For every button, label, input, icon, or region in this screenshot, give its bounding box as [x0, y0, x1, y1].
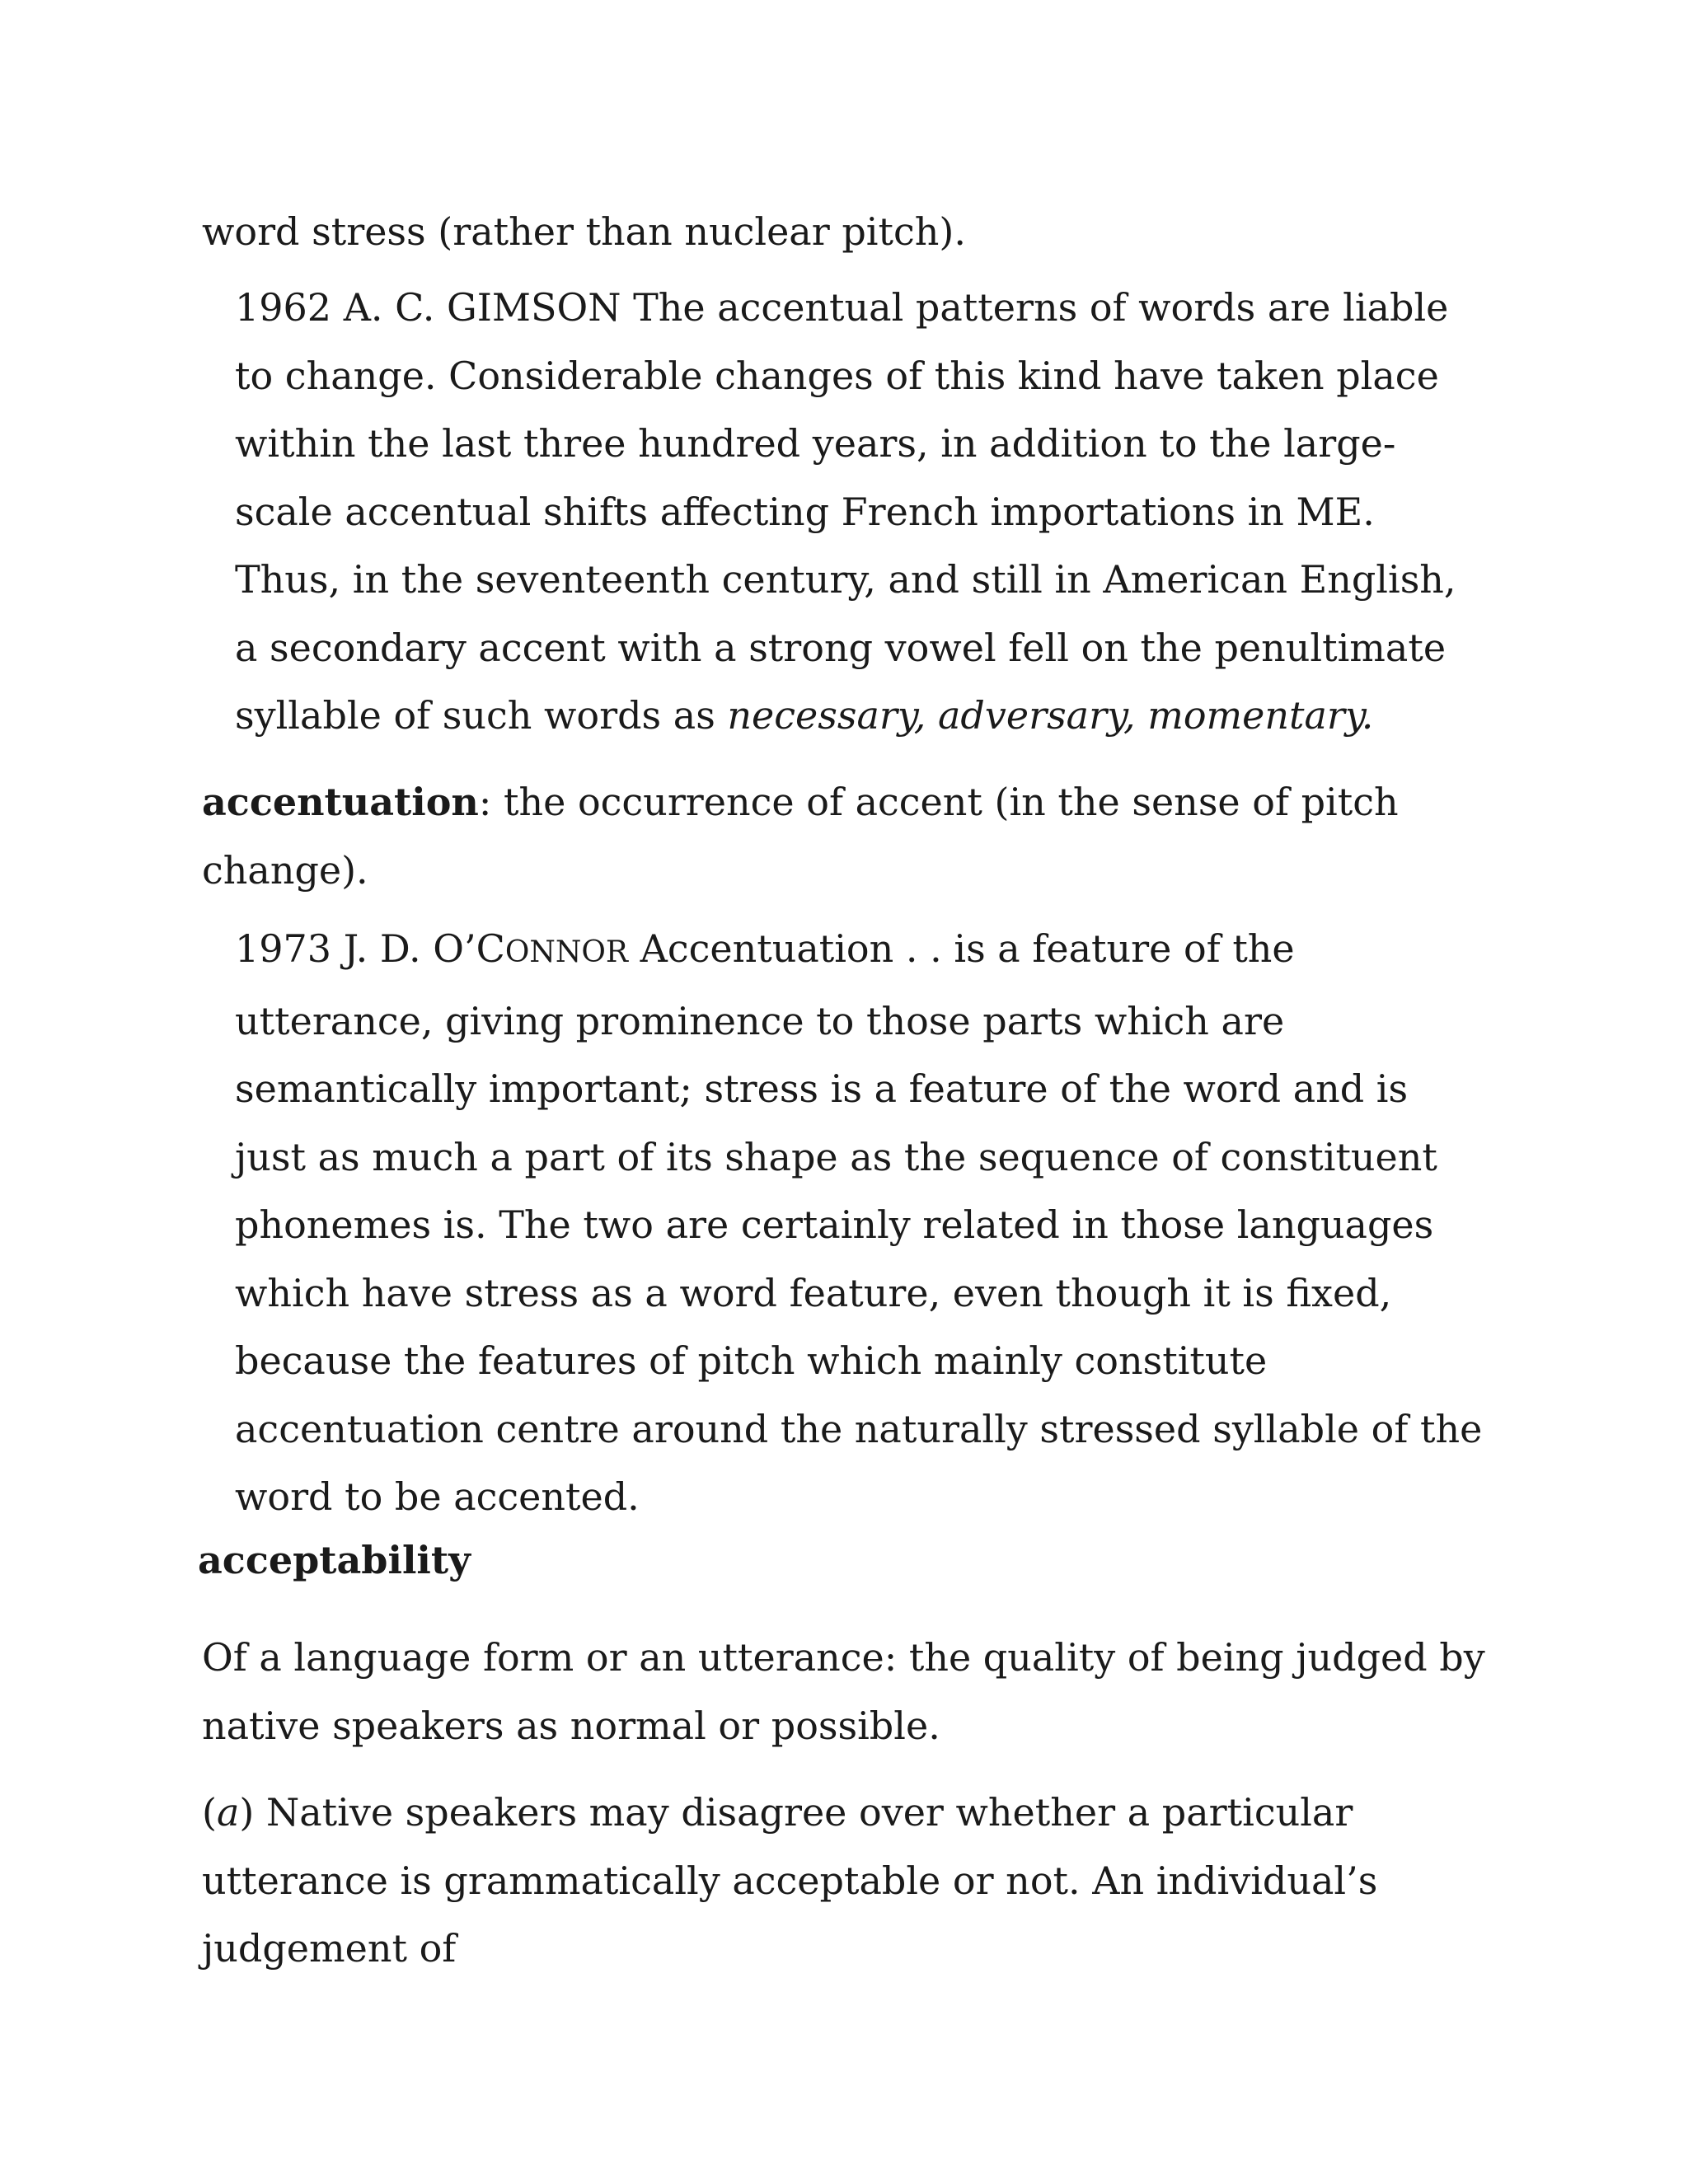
citation-year: 1973 [235, 926, 332, 971]
definition-acceptability [202, 1624, 1488, 1760]
citation-gimson [235, 274, 1488, 750]
paragraph-text: Of a language form or an utterance: the quality of being judged by native speakers as normal or possible. [202, 1635, 1485, 1748]
subsection-open-paren: ( [202, 1790, 217, 1835]
citation-year: 1962 [235, 285, 332, 330]
paragraph-text: word stress (rather than nuclear pitch). [202, 209, 966, 254]
subsection-label: a [216, 1790, 240, 1835]
paragraph-subsection-a [202, 1779, 1488, 1983]
citation-author-initials: J. D. O’C [343, 926, 505, 971]
citation-text: Accentuation . . is a feature of the utterance, giving prominence to those parts which are semantically important; stress is a feature of the word and is just as much a part of its shape as the sequence of constituent phonemes is. The two are certainly related in those languages which have stress as a word feature, even though it is fixed, because the features of pitch which mainly constitute accentuation centre around the naturally stressed syllable of the word to be accented. [235, 926, 1483, 1519]
citation-author-smallcaps: ONNOR [504, 935, 628, 969]
definition-term: accentuation [202, 780, 479, 824]
citation-italic-examples: necessary, adversary, momentary. [727, 693, 1374, 738]
citation-oconnor [235, 915, 1488, 1531]
subsection-close-paren: ) [239, 1790, 255, 1835]
definition-accentuation [202, 768, 1488, 904]
paragraph-text: Native speakers may disagree over whether a particular utterance is grammatically acceptable or not. An individual’s judgement of [202, 1790, 1378, 1971]
headword-acceptability: acceptability [198, 1538, 471, 1582]
paragraph-continuation [202, 198, 1488, 266]
citation-author [344, 926, 628, 971]
definition-text: : the occurrence of accent (in the sense of pitch change). [202, 780, 1399, 893]
citation-text: The accentual patterns of words are liable to change. Considerable changes of this kind have taken place within the last three hundred years, in addition to the large-scale accentual shifts affecting French importations in ME. Thus, in the seventeenth century, and still in American English, a secondary accent with a strong vowel fell on the penultimate syllable of such words as [235, 285, 1456, 738]
citation-author: A. C. GIMSON [343, 285, 621, 330]
